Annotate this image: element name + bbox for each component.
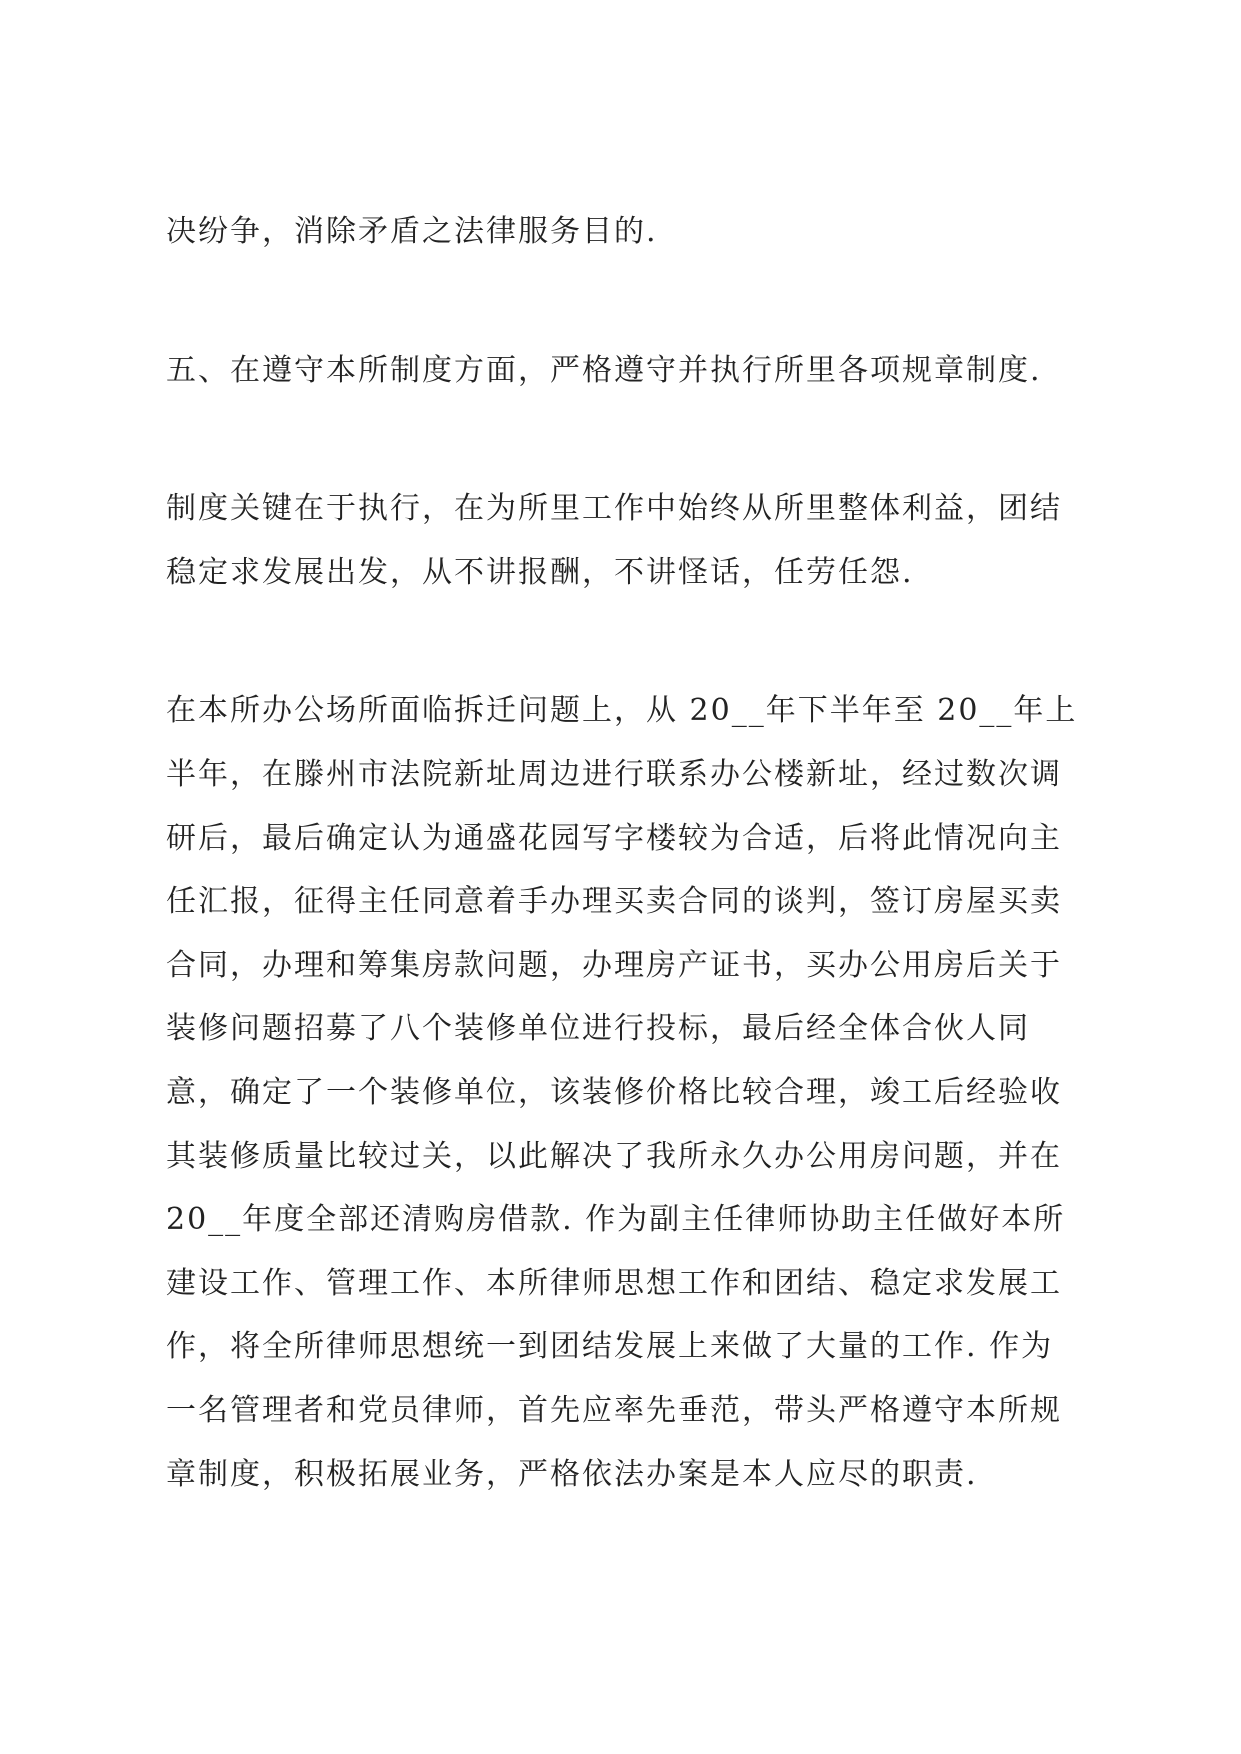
text-line: 制度关键在于执行，在为所里工作中始终从所里整体利益，团结	[166, 491, 1062, 527]
document-body	[166, 200, 1096, 1506]
text-line: 一名管理者和党员律师，首先应率先垂范，带头严格遵守本所规	[166, 1392, 1062, 1428]
text-line: 稳定求发展出发，从不讲报酬，不讲怪话，任劳任怨.	[166, 554, 914, 590]
text-line: 其装修质量比较过关，以此解决了我所永久办公用房问题，并在	[166, 1138, 1062, 1174]
paragraph-office-relocation	[166, 679, 1096, 1506]
paragraph-dispute-resolution	[166, 200, 1096, 264]
text-line: 装修问题招募了八个装修单位进行投标，最后经全体合伙人同	[166, 1011, 1030, 1047]
text-line: 合同，办理和筹集房款问题，办理房产证书，买办公用房后关于	[166, 947, 1062, 983]
text-line: 在本所办公场所面临拆迁问题上，从 20__年下半年至 20__年上	[166, 693, 1078, 729]
text-line: 作，将全所律师思想统一到团结发展上来做了大量的工作. 作为	[166, 1329, 1054, 1365]
paragraph-gap	[166, 604, 1096, 679]
text-line: 章制度，积极拓展业务，严格依法办案是本人应尽的职责.	[166, 1456, 978, 1492]
text-line: 决纷争，消除矛盾之法律服务目的.	[166, 214, 658, 249]
text-line: 20__年度全部还清购房借款. 作为副主任律师协助主任做好本所	[166, 1202, 1066, 1238]
text-line: 意，确定了一个装修单位，该装修价格比较合理，竣工后经验收	[166, 1074, 1062, 1110]
paragraph-rule-execution	[166, 477, 1096, 604]
text-line: 建设工作、管理工作、本所律师思想工作和团结、稳定求发展工	[166, 1265, 1062, 1301]
text-line: 研后，最后确定认为通盛花园写字楼较为合适，后将此情况向主	[166, 820, 1062, 856]
paragraph-gap	[166, 264, 1096, 339]
paragraph-gap	[166, 402, 1096, 477]
text-line: 五、在遵守本所制度方面，严格遵守并执行所里各项规章制度.	[166, 352, 1042, 388]
paragraph-section-five-heading	[166, 339, 1096, 403]
text-line: 半年，在滕州市法院新址周边进行联系办公楼新址，经过数次调	[166, 756, 1062, 792]
text-line: 任汇报，征得主任同意着手办理买卖合同的谈判，签订房屋买卖	[166, 884, 1062, 920]
